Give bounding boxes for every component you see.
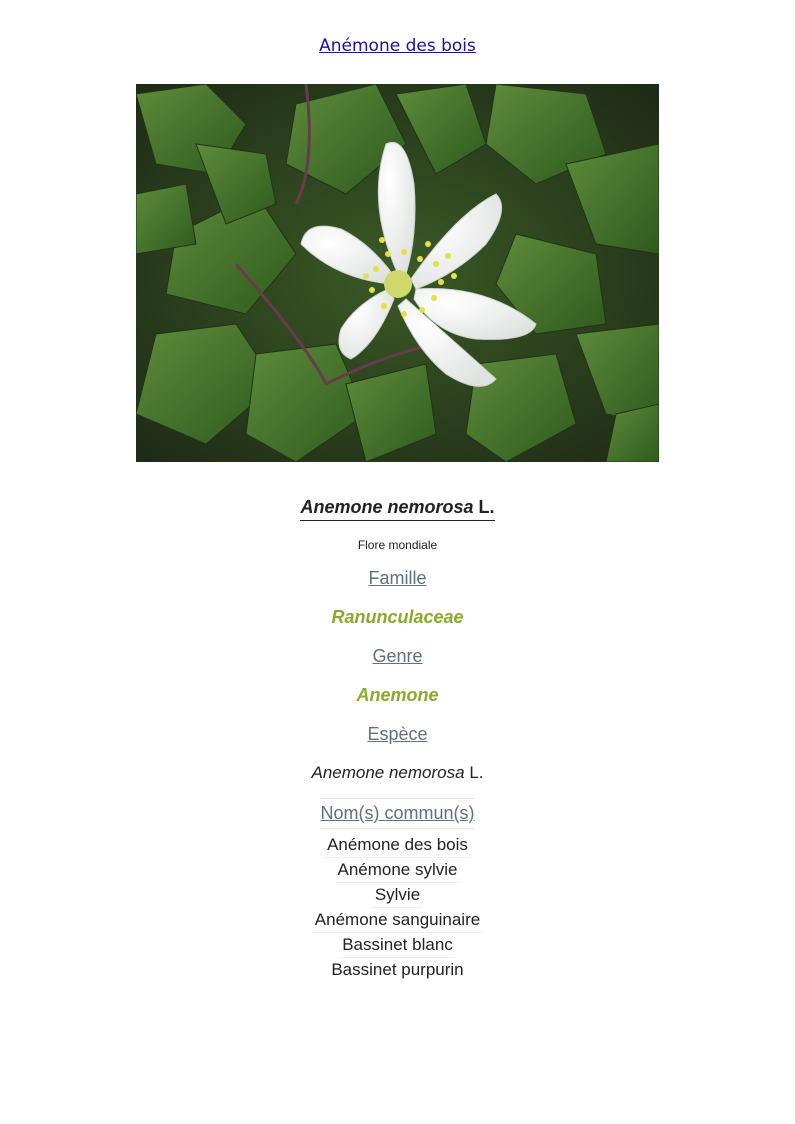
common-name-item: Anémone des bois xyxy=(325,833,470,858)
common-names-label-link[interactable]: Nom(s) commun(s) xyxy=(320,803,475,823)
scientific-name-species: Anemone nemorosa xyxy=(300,497,474,517)
family-label-link[interactable]: Famille xyxy=(368,568,427,588)
common-name-item: Anémone sylvie xyxy=(335,858,459,883)
common-name-item: Bassinet purpurin xyxy=(331,960,464,979)
common-name-item: Bassinet blanc xyxy=(340,933,455,958)
species-value-name: Anemone nemorosa xyxy=(311,763,465,782)
genus-value: Anemone xyxy=(356,685,439,705)
species-value xyxy=(311,762,483,784)
flower-photo xyxy=(136,84,659,462)
common-names-header xyxy=(320,798,474,829)
common-names-list xyxy=(313,833,482,982)
genus-label-link[interactable]: Genre xyxy=(372,646,423,666)
page-title-link[interactable]: Anémone des bois xyxy=(319,36,476,56)
species-value-author: L. xyxy=(469,763,484,782)
scientific-name-author: L. xyxy=(478,497,495,517)
common-name-item: Anémone sanguinaire xyxy=(313,908,482,933)
common-name-item: Sylvie xyxy=(373,883,422,908)
scientific-name-heading xyxy=(300,496,494,521)
source-label: Flore mondiale xyxy=(357,538,438,552)
common-names-section xyxy=(313,798,482,982)
family-value: Ranunculaceae xyxy=(331,607,464,627)
species-label-link[interactable]: Espèce xyxy=(367,724,428,744)
